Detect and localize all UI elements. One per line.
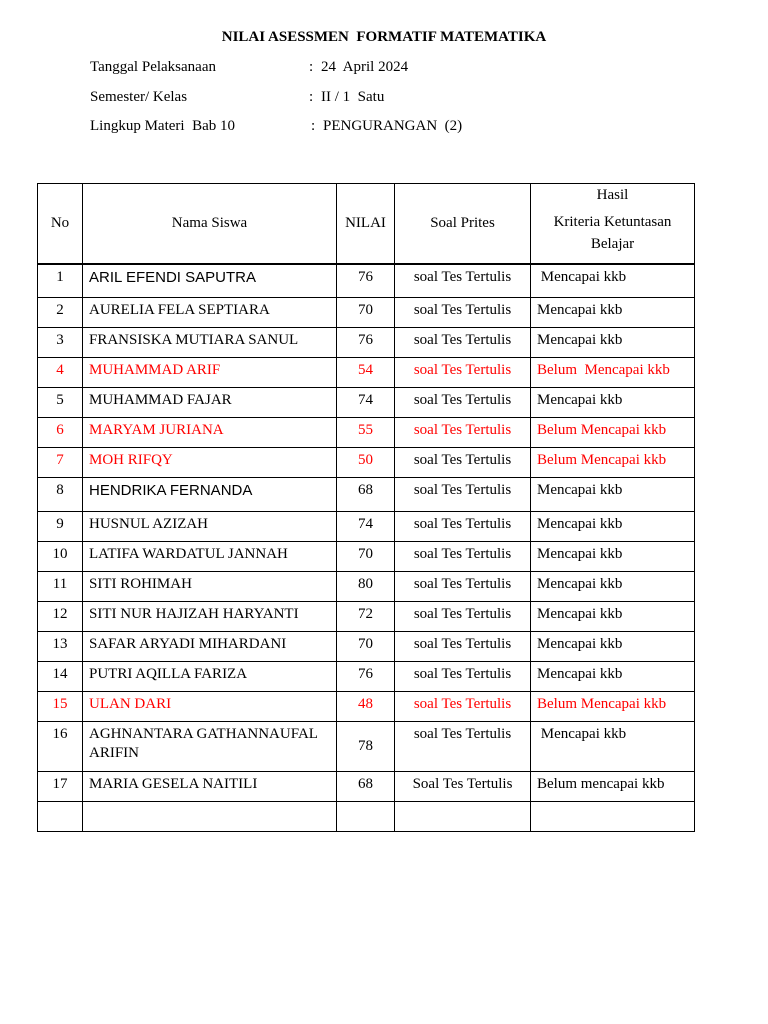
score: 54 bbox=[337, 358, 395, 388]
empty-cell bbox=[83, 802, 337, 832]
score: 80 bbox=[337, 572, 395, 602]
grades-table bbox=[37, 183, 695, 832]
table-row bbox=[38, 662, 695, 692]
meta-separator: : bbox=[311, 118, 316, 134]
student-name: MUHAMMAD FAJAR bbox=[83, 388, 337, 418]
test-type: soal Tes Tertulis bbox=[395, 388, 531, 418]
header-no: No bbox=[38, 184, 83, 264]
test-type: Soal Tes Tertulis bbox=[395, 772, 531, 802]
table-row bbox=[38, 632, 695, 662]
table-row bbox=[38, 448, 695, 478]
table-row bbox=[38, 298, 695, 328]
result-status: Belum Mencapai kkb bbox=[531, 692, 695, 722]
student-name: SAFAR ARYADI MIHARDANI bbox=[83, 632, 337, 662]
row-number: 15 bbox=[38, 692, 83, 722]
student-name: MOH RIFQY bbox=[83, 448, 337, 478]
test-type: soal Tes Tertulis bbox=[395, 512, 531, 542]
score: 70 bbox=[337, 632, 395, 662]
test-type: soal Tes Tertulis bbox=[395, 358, 531, 388]
result-status: Belum Mencapai kkb bbox=[531, 358, 695, 388]
meta-value: II / 1 Satu bbox=[321, 89, 385, 105]
test-type: soal Tes Tertulis bbox=[395, 632, 531, 662]
result-status: Mencapai kkb bbox=[531, 328, 695, 358]
row-number: 14 bbox=[38, 662, 83, 692]
test-type: soal Tes Tertulis bbox=[395, 662, 531, 692]
table-row bbox=[38, 602, 695, 632]
header-nilai: NILAI bbox=[337, 184, 395, 264]
table-row bbox=[38, 388, 695, 418]
result-status: Mencapai kkb bbox=[531, 632, 695, 662]
test-type: soal Tes Tertulis bbox=[395, 572, 531, 602]
student-name: SITI NUR HAJIZAH HARYANTI bbox=[83, 602, 337, 632]
score: 78 bbox=[337, 722, 395, 772]
meta-separator: : bbox=[309, 89, 314, 105]
row-number: 11 bbox=[38, 572, 83, 602]
student-name: AURELIA FELA SEPTIARA bbox=[83, 298, 337, 328]
score: 74 bbox=[337, 512, 395, 542]
row-number: 10 bbox=[38, 542, 83, 572]
table-row bbox=[38, 478, 695, 512]
result-status: Mencapai kkb bbox=[531, 264, 695, 298]
page-title: NILAI ASESSMEN FORMATIF MATEMATIKA bbox=[221, 29, 547, 45]
header-nama: Nama Siswa bbox=[83, 184, 337, 264]
row-number: 12 bbox=[38, 602, 83, 632]
row-number: 8 bbox=[38, 478, 83, 512]
meta-label: Lingkup Materi Bab 10 bbox=[90, 118, 235, 134]
test-type: soal Tes Tertulis bbox=[395, 418, 531, 448]
score: 76 bbox=[337, 662, 395, 692]
meta-label: Tanggal Pelaksanaan bbox=[90, 59, 216, 75]
test-type: soal Tes Tertulis bbox=[395, 542, 531, 572]
table-row bbox=[38, 512, 695, 542]
result-status: Mencapai kkb bbox=[531, 388, 695, 418]
empty-cell bbox=[531, 802, 695, 832]
test-type: soal Tes Tertulis bbox=[395, 692, 531, 722]
row-number: 3 bbox=[38, 328, 83, 358]
score: 70 bbox=[337, 298, 395, 328]
score: 70 bbox=[337, 542, 395, 572]
score: 76 bbox=[337, 328, 395, 358]
result-status: Mencapai kkb bbox=[531, 722, 695, 772]
row-number: 7 bbox=[38, 448, 83, 478]
table-row bbox=[38, 692, 695, 722]
result-status: Mencapai kkb bbox=[531, 602, 695, 632]
student-name: ARIL EFENDI SAPUTRA bbox=[83, 264, 337, 298]
score: 50 bbox=[337, 448, 395, 478]
meta-separator: : bbox=[309, 59, 314, 75]
table-row bbox=[38, 328, 695, 358]
test-type: soal Tes Tertulis bbox=[395, 448, 531, 478]
header-hasil-title: Hasil bbox=[596, 187, 629, 203]
table-row bbox=[38, 418, 695, 448]
row-number: 17 bbox=[38, 772, 83, 802]
row-number: 13 bbox=[38, 632, 83, 662]
result-status: Mencapai kkb bbox=[531, 298, 695, 328]
student-name: MARYAM JURIANA bbox=[83, 418, 337, 448]
result-status: Belum mencapai kkb bbox=[531, 772, 695, 802]
test-type: soal Tes Tertulis bbox=[395, 298, 531, 328]
table-row bbox=[38, 264, 695, 298]
result-status: Mencapai kkb bbox=[531, 662, 695, 692]
student-name: HENDRIKA FERNANDA bbox=[83, 478, 337, 512]
row-number: 9 bbox=[38, 512, 83, 542]
empty-cell bbox=[395, 802, 531, 832]
student-name: HUSNUL AZIZAH bbox=[83, 512, 337, 542]
test-type: soal Tes Tertulis bbox=[395, 264, 531, 298]
score: 55 bbox=[337, 418, 395, 448]
score: 68 bbox=[337, 478, 395, 512]
result-status: Belum Mencapai kkb bbox=[531, 418, 695, 448]
empty-cell bbox=[337, 802, 395, 832]
row-number: 6 bbox=[38, 418, 83, 448]
test-type: soal Tes Tertulis bbox=[395, 602, 531, 632]
row-number: 4 bbox=[38, 358, 83, 388]
table-header-row bbox=[38, 184, 695, 264]
student-name: AGHNANTARA GATHANNAUFAL ARIFIN bbox=[83, 722, 337, 772]
row-number: 5 bbox=[38, 388, 83, 418]
header-hasil bbox=[531, 184, 695, 264]
student-name: LATIFA WARDATUL JANNAH bbox=[83, 542, 337, 572]
table-row bbox=[38, 358, 695, 388]
score: 68 bbox=[337, 772, 395, 802]
student-name: ULAN DARI bbox=[83, 692, 337, 722]
result-status: Mencapai kkb bbox=[531, 572, 695, 602]
meta-lingkup bbox=[90, 118, 463, 186]
student-name: SITI ROHIMAH bbox=[83, 572, 337, 602]
student-name: MUHAMMAD ARIF bbox=[83, 358, 337, 388]
table-row bbox=[38, 572, 695, 602]
student-name: FRANSISKA MUTIARA SANUL bbox=[83, 328, 337, 358]
test-type: soal Tes Tertulis bbox=[395, 722, 531, 772]
empty-cell bbox=[38, 802, 83, 832]
meta-value: PENGURANGAN (2) bbox=[323, 118, 463, 134]
result-status: Mencapai kkb bbox=[531, 542, 695, 572]
student-name: PUTRI AQILLA FARIZA bbox=[83, 662, 337, 692]
meta-label: Semester/ Kelas bbox=[90, 89, 188, 105]
header-kriteria: Kriteria Ketuntasan Belajar bbox=[553, 214, 672, 252]
row-number: 1 bbox=[38, 264, 83, 298]
table-row bbox=[38, 542, 695, 572]
result-status: Mencapai kkb bbox=[531, 478, 695, 512]
meta-value: 24 April 2024 bbox=[321, 59, 409, 75]
row-number: 2 bbox=[38, 298, 83, 328]
header-soal: Soal Prites bbox=[395, 184, 531, 264]
student-name: MARIA GESELA NAITILI bbox=[83, 772, 337, 802]
result-status: Mencapai kkb bbox=[531, 512, 695, 542]
result-status: Belum Mencapai kkb bbox=[531, 448, 695, 478]
score: 48 bbox=[337, 692, 395, 722]
score: 74 bbox=[337, 388, 395, 418]
score: 72 bbox=[337, 602, 395, 632]
test-type: soal Tes Tertulis bbox=[395, 478, 531, 512]
table-row bbox=[38, 722, 695, 772]
table-row bbox=[38, 772, 695, 802]
score: 76 bbox=[337, 264, 395, 298]
test-type: soal Tes Tertulis bbox=[395, 328, 531, 358]
row-number: 16 bbox=[38, 722, 83, 772]
table-row-empty bbox=[38, 802, 695, 832]
